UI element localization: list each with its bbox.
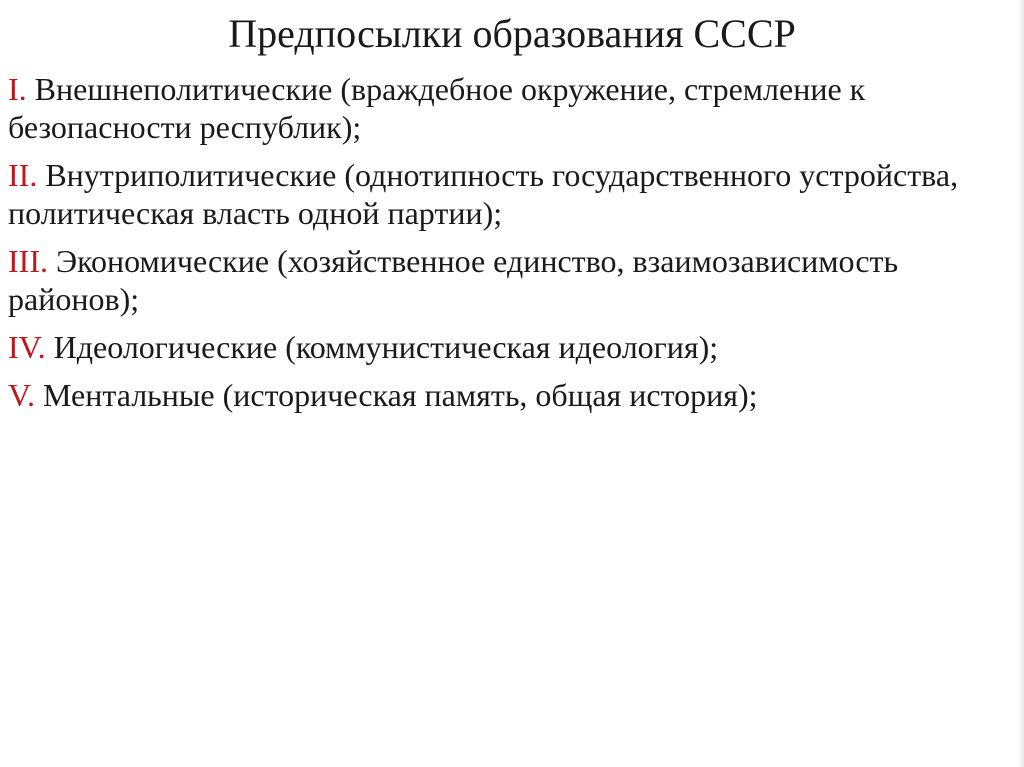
slide-title: Предпосылки образования СССР <box>228 11 796 56</box>
list-item-foreign-policy <box>8 70 968 146</box>
item-text: Экономические (хозяйственное единство, взаимозависимость районов); <box>8 243 899 317</box>
list-item-economic <box>8 242 968 318</box>
list-item-ideological <box>8 328 968 366</box>
list-item-domestic-policy <box>8 156 968 232</box>
list-item-mental <box>8 376 968 414</box>
item-text: Внутриполитические (однотипность государственного устройства, политическая власть одной партии); <box>8 157 959 231</box>
item-numeral: III. <box>8 243 48 279</box>
item-numeral: V. <box>8 377 35 413</box>
item-text: Идеологические (коммунистическая идеология); <box>45 329 719 365</box>
item-text: Ментальные (историческая память, общая история); <box>34 377 758 413</box>
item-text: Внешнеполитические (враждебное окружение, стремление к безопасности республик); <box>8 71 866 145</box>
item-numeral: I. <box>8 71 27 107</box>
slide-edge-shadow <box>1018 0 1024 767</box>
item-numeral: IV. <box>8 329 46 365</box>
item-numeral: II. <box>8 157 38 193</box>
prerequisites-list <box>8 70 968 424</box>
